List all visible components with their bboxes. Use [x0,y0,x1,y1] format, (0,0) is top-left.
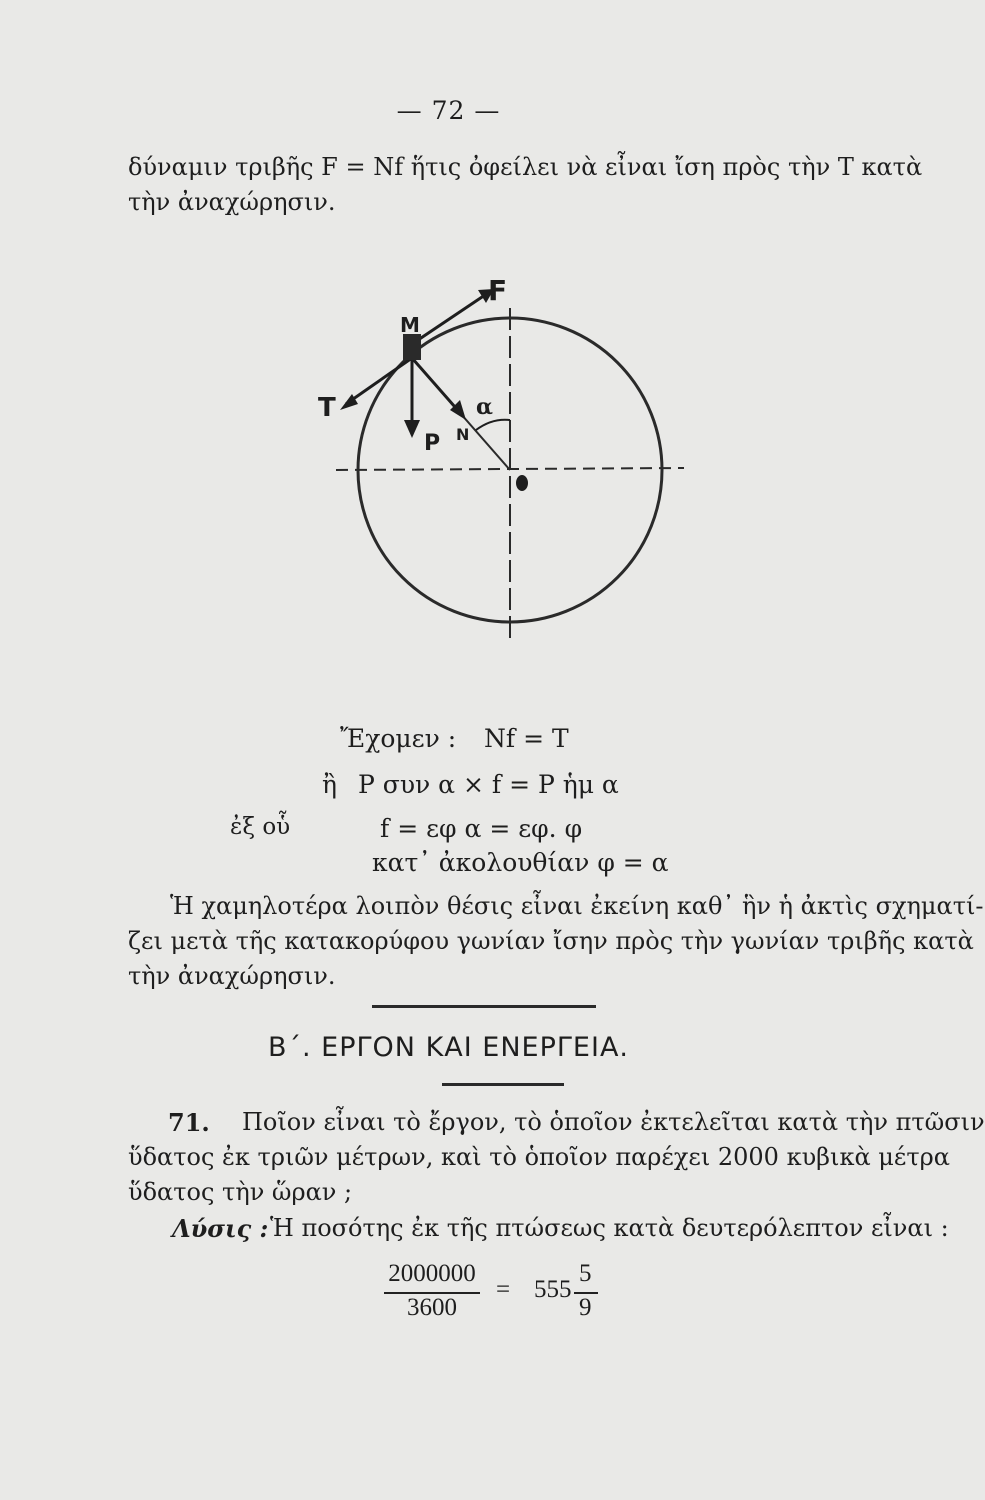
problem-number: 71. [168,1108,210,1137]
conclusion-line-1: Ἡ χαμηλοτέρα λοιπὸν θέσις εἶναι ἐκείνη καθ᾽ ἣν ἡ ἀκτὶς σχηματί- [170,892,984,920]
fraction-small-numerator: 5 [579,1260,592,1287]
fraction-numerator: 2000000 [388,1260,476,1287]
conclusion-line-2: ζει μετὰ τῆς κατακορύφου γωνίαν ἴσην πρὸς τὴν γωνίαν τριβῆς κατὰ [128,927,974,955]
tangent-force-arrow [346,358,412,404]
label-M: M [400,313,420,337]
label-F: F [488,274,508,307]
solution-text: Ἡ ποσότης ἐκ τῆς πτώσεως κατὰ δευτερόλεπτον εἶναι : [270,1214,949,1242]
equation-3: f = εφ α = εφ. φ [380,814,583,843]
equation-4: κατ᾽ ἀκολουθίαν φ = α [372,848,669,877]
angle-arc [476,420,510,430]
intro-line-1: δύναμιν τριβῆς F = Nf ἥτις ὀφείλει νὰ εἶναι ἴση πρὸς τὴν T κατὰ [128,153,923,181]
label-h: ἢ [322,770,337,799]
rule-below-heading [442,1083,564,1086]
block-m [403,334,421,360]
center-point [516,475,528,491]
fraction-equals: = [496,1276,511,1303]
friction-circle-diagram [300,262,700,652]
conclusion-line-3: τὴν ἀναχώρησιν. [128,962,336,990]
problem-line-3: ὕδατος τὴν ὥραν ; [128,1178,353,1206]
equation-2: P συν α × f = P ἡμ α [358,770,619,799]
page-number: — 72 — [396,96,501,125]
label-P: P [424,431,441,456]
section-heading: Β΄. ΕΡΓΟΝ ΚΑΙ ΕΝΕΡΓΕΙΑ. [267,1032,630,1063]
fraction-integer-part: 555 [534,1276,572,1303]
label-T: T [318,393,336,423]
friction-force-arrow [418,295,485,340]
weight-arrowhead [404,420,420,438]
problem-line-1: Ποῖον εἶναι τὸ ἔργον, τὸ ὁποῖον ἐκτελεῖται κατὰ τὴν πτῶσιν [242,1108,985,1136]
label-ex-ou: ἐξ οὗ [230,814,291,840]
rule-above-heading [372,1005,596,1008]
label-exomen: Ἔχομεν : [340,724,457,753]
equation-1: Nf = T [484,724,569,753]
label-alpha: α [476,394,493,420]
fraction-small-denominator: 9 [579,1294,592,1321]
solution-label: Λύσις : [172,1214,269,1243]
intro-line-2: τὴν ἀναχώρησιν. [128,188,336,216]
problem-line-2: ὕδατος ἐκ τριῶν μέτρων, καὶ τὸ ὁποῖον παρέχει 2000 κυβικὰ μέτρα [128,1143,950,1171]
label-N: N [456,425,470,444]
fraction-denominator: 3600 [407,1294,457,1321]
